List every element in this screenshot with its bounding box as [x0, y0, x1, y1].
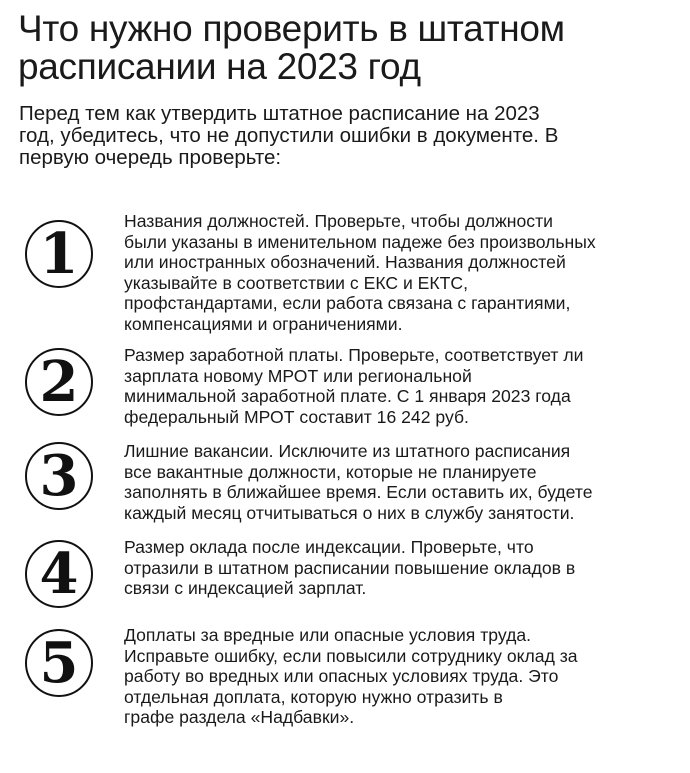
- item-line: Названия должностей. Проверьте, чтобы должности: [124, 211, 553, 231]
- checklist-item-text: [124, 345, 680, 427]
- intro-line: Перед тем как утвердить штатное расписание на 2023: [19, 102, 540, 125]
- item-line: профстандартами, если работа связана с гарантиями,: [124, 293, 571, 314]
- item-line: отдельная доплата, которую нужно отразить в: [124, 686, 503, 707]
- item-line: были указаны в именительном падеже без произвольных: [124, 231, 596, 252]
- item-line: минимальной заработной плате. С 1 января 2023 года: [124, 386, 571, 407]
- number-badge-1: [25, 220, 93, 288]
- intro-line: год, убедитесь, что не допустили ошибки в документе. В: [19, 124, 559, 147]
- number-badge-digit: 1: [39, 221, 79, 287]
- item-line: графе раздела «Надбавки».: [124, 707, 355, 728]
- item-line: Доплаты за вредные или опасные условия труда.: [124, 625, 532, 645]
- checklist-item-text: [124, 625, 680, 728]
- intro-line: первую очередь проверьте:: [19, 146, 282, 169]
- page-title-line-1: Что нужно проверить в штатном: [18, 8, 565, 49]
- item-line: все вакантные должности, которые не планируете: [124, 461, 537, 482]
- item-line: федеральный МРОТ составит 16 242 руб.: [124, 406, 469, 427]
- item-line: отразили в штатном расписании повышение окладов в: [124, 557, 576, 578]
- item-line: заполнять в ближайшее время. Если оставить их, будете: [124, 482, 593, 503]
- checklist-item-text: [124, 537, 680, 599]
- number-badge-2: [25, 348, 93, 416]
- intro-paragraph: [19, 103, 679, 169]
- item-line: или иностранных обозначений. Названия должностей: [124, 252, 566, 273]
- page-title-line-2: расписании на 2023 год: [18, 46, 421, 87]
- item-line: зарплата новому МРОТ или региональной: [124, 365, 472, 386]
- number-badge-digit: 3: [39, 443, 79, 509]
- number-badge-4: [25, 540, 93, 608]
- item-line: Размер заработной платы. Проверьте, соответствует ли: [124, 345, 584, 365]
- item-line: Лишние вакансии. Исключите из штатного расписания: [124, 441, 571, 461]
- item-line: работу во вредных или опасных условиях труда. Это: [124, 666, 559, 687]
- checklist-item-text: [124, 441, 680, 523]
- number-badge-digit: 5: [39, 630, 79, 696]
- item-line: связи с индексацией зарплат.: [124, 578, 367, 599]
- number-badge-digit: 2: [39, 349, 79, 415]
- number-badge-3: [25, 442, 93, 510]
- item-line: Исправьте ошибку, если повысили сотруднику оклад за: [124, 645, 578, 666]
- item-line: каждый месяц отчитываться о них в службу занятости.: [124, 502, 575, 523]
- item-line: указывайте в соответствии с ЕКС и ЕКТС,: [124, 272, 469, 293]
- checklist-item-text: [124, 211, 680, 335]
- page-title: [18, 10, 678, 86]
- number-badge-digit: 4: [39, 541, 79, 607]
- item-line: компенсациями и ограничениями.: [124, 313, 403, 334]
- item-line: Размер оклада после индексации. Проверьте, что: [124, 537, 534, 557]
- number-badge-5: [25, 629, 93, 697]
